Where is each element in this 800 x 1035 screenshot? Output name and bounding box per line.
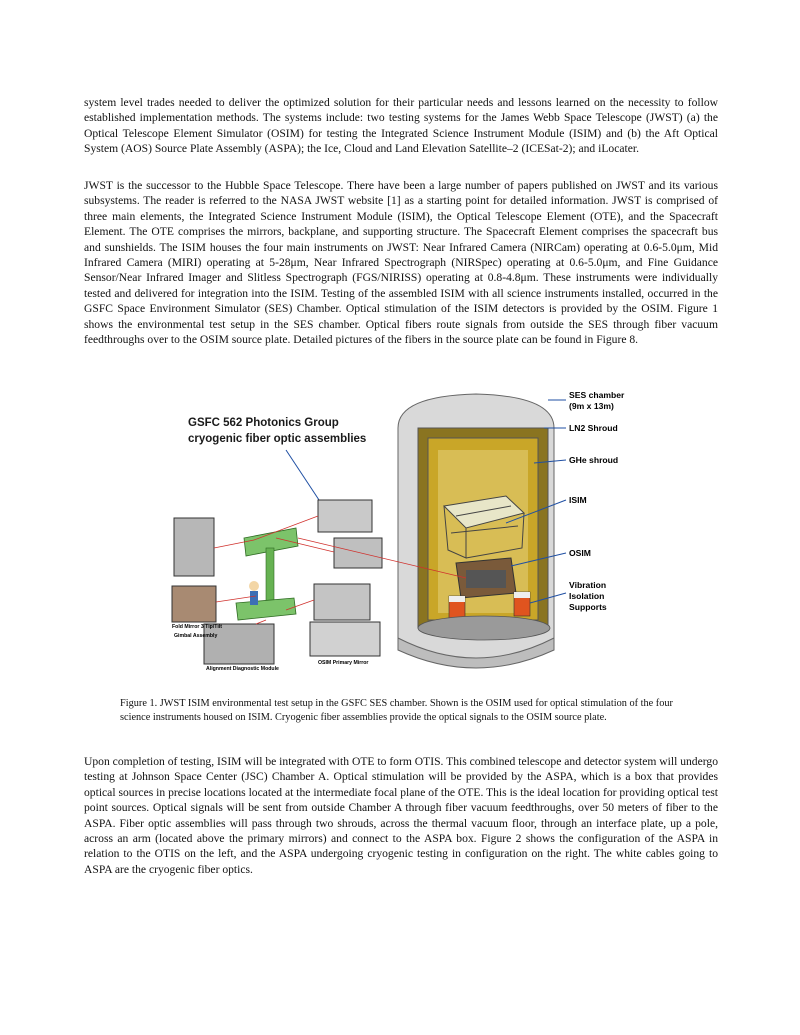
label-ses-size: (9m x 13m) (569, 401, 614, 411)
label-ln2-shroud: LN2 Shroud (569, 423, 618, 433)
figure-title-line-1: GSFC 562 Photonics Group (188, 417, 339, 429)
figure-1-caption: Figure 1. JWST ISIM environmental test setup in the GSFC SES chamber. Shown is the OSIM used for optical stimulation of the four science instruments housed on ISIM. Cryogenic fiber assemblies provide the optical signals to the OSIM source plate. (120, 698, 673, 723)
figure-title-line-2: cryogenic fiber optic assemblies (188, 433, 367, 445)
label-gimbal-assembly: Gimbal Assembly (174, 633, 218, 639)
label-alignment-module: Alignment Diagnostic Module (206, 666, 279, 672)
label-fold-mirror: Fold Mirror 3 Tip/Tilt (172, 624, 222, 630)
label-supports: Supports (569, 602, 607, 612)
label-isim: ISIM (569, 495, 587, 505)
body-paragraph-3: Upon completion of testing, ISIM will be integrated with OTE to form OTIS. This combined telescope and detector system will undergo testing at Johnson Space Center (JSC) Chamber A. Optical stimulation will be provided by the ASPA, which is a box that provides optical sources in precise locations located at the intermediate focal plane of the OTE. This is the ideal location for providing optical test point sources. Optical signals will be sent from outside Chamber A through fiber vacuum feedthroughs, over 50 meters of fiber to the ASPA. Fiber optic assemblies will pass through two shrouds, across the thermal vacuum floor, through an interface plate, up a pole, across an arm (located above the primary mirrors) and connect to the ASPA box. Figure 2 shows the configuration of the ASPA in relation to the OTIS on the left, and the ASPA undergoing cryogenic testing in configuration on the right. The white cables going to ASPA are the cryogenic fiber optics. (84, 755, 718, 876)
label-ses-chamber: SES chamber (569, 390, 625, 400)
figure-1-illustration (166, 388, 638, 678)
label-vibration: Vibration (569, 580, 607, 590)
figure-1 (166, 388, 638, 678)
label-osim: OSIM (569, 548, 591, 558)
body-paragraph-2: JWST is the successor to the Hubble Space Telescope. There have been a large number of papers published on JWST and its various subsystems. The reader is referred to the NASA JWST website [1] as a starting point for detailed information. JWST is comprised of three main elements, the Integrated Science Instrument Module (ISIM), the Optical Telescope Element (OTE), and the Spacecraft Element. The OTE comprises the mirrors, backplane, and supporting structure. The Spacecraft Element comprises the spacecraft bus and sunshields. The ISIM houses the four main instruments on JWST: Near Infrared Camera (NIRCam) operating at 0.6-5.0μm, Mid Infrared Camera (MIRI) operating at 5-28μm, Near Infrared Spectrograph (NIRSpec) operating at 0.6-5.0μm, and Fine Guidance Sensor/Near Infrared Imager and Slitless Spectrograph (FGS/NIRISS) operating at 0.8-4.8μm. These instruments were individually tested and delivered for integration into the ISIM. Testing of the assembled ISIM with all science instruments installed, occurred in the GSFC Space Environment Simulator (SES) Chamber. Optical stimulation of the ISIM detectors is provided by the OSIM. Figure 1 shows the environmental test setup in the SES chamber. Optical fibers route signals from outside the SES through fiber vacuum feedthroughs over to the OSIM source plate. Detailed pictures of the fibers in the source plate can be found in Figure 8. (84, 179, 718, 347)
label-osim-primary-mirror: OSIM Primary Mirror (318, 660, 369, 666)
body-paragraph-1: system level trades needed to deliver the optimized solution for their particular needs and lessons learned on the necessity to follow established implementation methods. The systems include: two testing systems for the James Webb Space Telescope (JWST) (a) the Optical Telescope Element Simulator (OSIM) for testing the Integrated Science Instrument Module (ISIM) and (b) the Aft Optical System (AOS) Source Plate Assembly (ASPA); the Ice, Cloud and Land Elevation Satellite–2 (ICESat-2); and iLocater. (84, 96, 718, 156)
photo-insets (172, 500, 382, 664)
label-isolation: Isolation (569, 591, 605, 601)
ses-chamber-drawing (398, 394, 554, 668)
label-ghe-shroud: GHe shroud (569, 455, 619, 465)
